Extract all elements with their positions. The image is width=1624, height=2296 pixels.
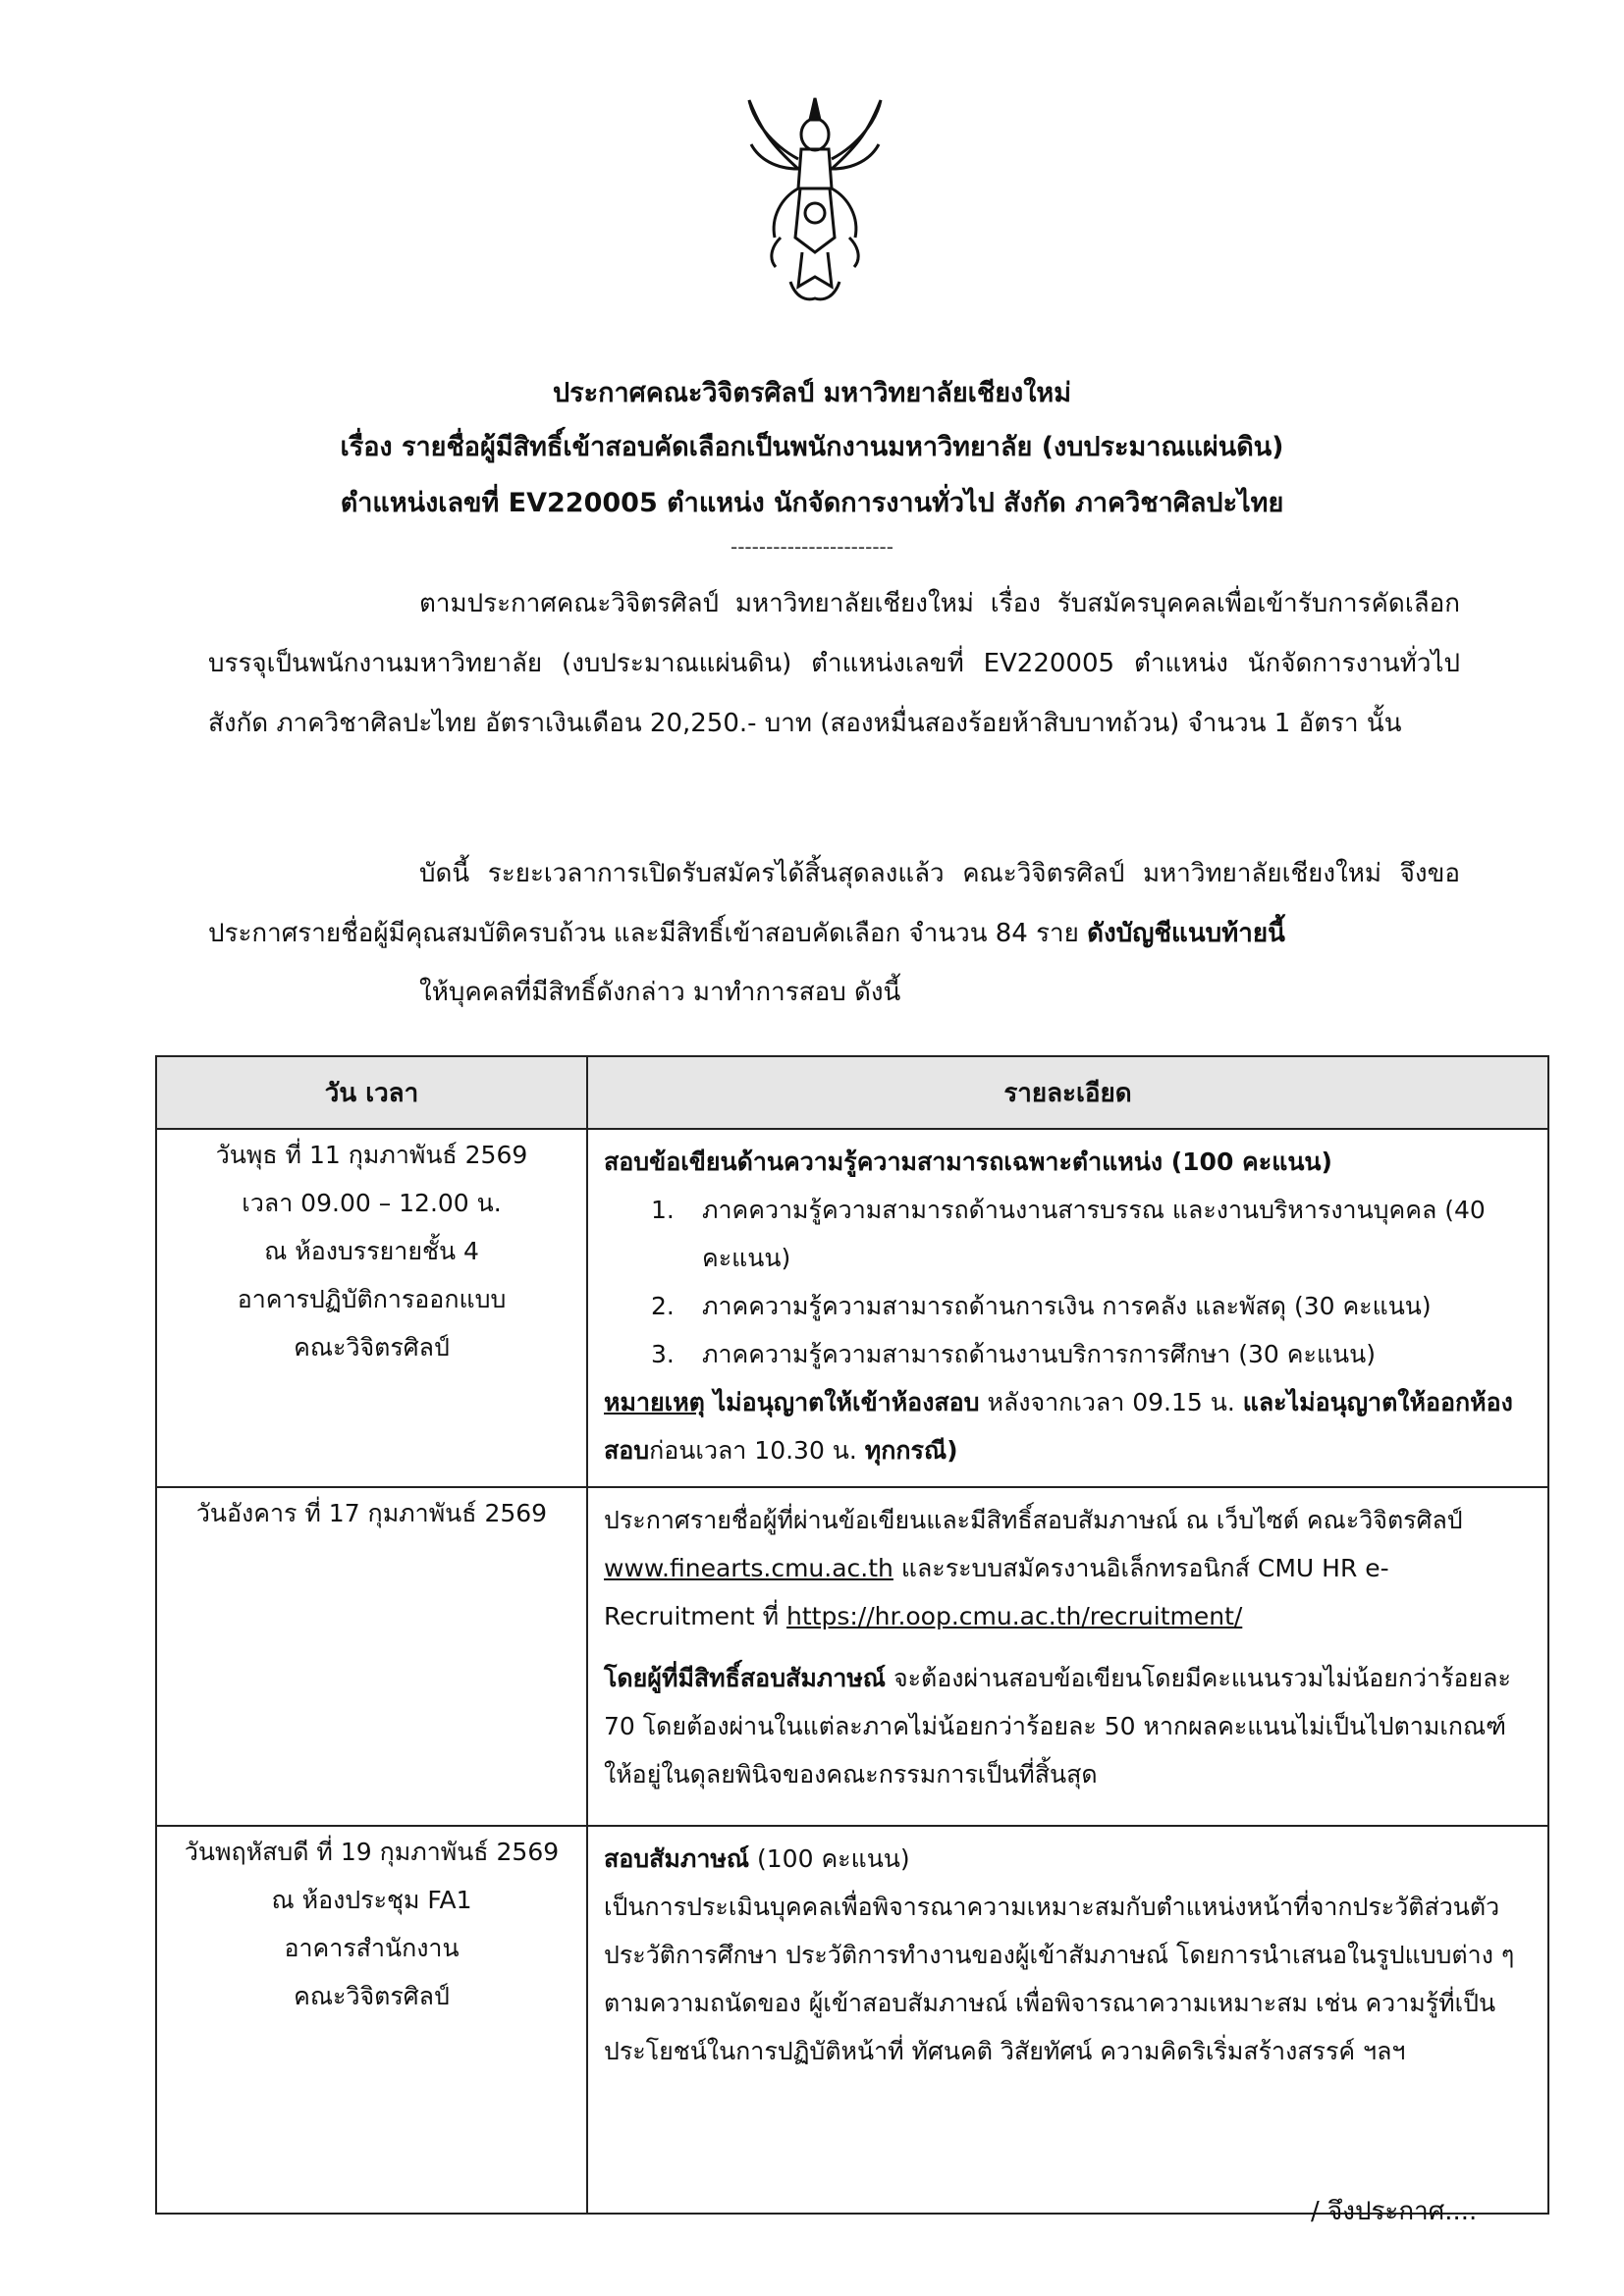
item-text: ภาคความรู้ความสามารถด้านงานสารบรรณ และงานบริหารงานบุคคล (40 คะแนน): [702, 1196, 1486, 1272]
note-label: หมายเหตุ: [604, 1388, 705, 1416]
list-item: [604, 1330, 1532, 1378]
recruitment-website-link[interactable]: https://hr.oop.cmu.ac.th/recruitment/: [786, 1602, 1243, 1630]
intro-paragraph: [208, 574, 1460, 754]
announcement-position: ตำแหน่งเลขที่ EV220005 ตำแหน่ง นักจัดการงานทั่วไป สังกัด ภาควิชาศิลปะไทย: [340, 488, 1284, 518]
interview-eligibility: [604, 1654, 1532, 1798]
row3-details: [587, 1826, 1548, 2214]
header-details: รายละเอียด: [587, 1056, 1548, 1129]
results-announcement: [604, 1496, 1532, 1640]
table-row: [156, 1487, 1548, 1826]
item-number: 3.: [651, 1340, 675, 1368]
eligibility-bold: โดยผู้ที่มีสิทธิ์สอบสัมภาษณ์: [604, 1664, 886, 1692]
title-separator: -----------------------: [731, 535, 893, 559]
row3-datetime: [156, 1826, 587, 2214]
item-number: 1.: [651, 1196, 675, 1224]
garuda-emblem-icon: [741, 90, 889, 311]
exam-note: [604, 1378, 1532, 1474]
list-item: [604, 1186, 1532, 1282]
item-text: ภาคความรู้ความสามารถด้านงานบริการการศึกษา (30 คะแนน): [702, 1340, 1376, 1368]
row1-date: วันพุธ ที่ 11 กุมภาพันธ์ 2569: [215, 1141, 528, 1169]
intro-text: ตามประกาศคณะวิจิตรศิลป์ มหาวิทยาลัยเชียงใหม่ เรื่อง รับสมัครบุคคลเพื่อเข้ารับการคัดเลือกบรรจุเป็นพนักงานมหาวิทยาลัย (งบประมาณแผ่นดิน) ตำแหน่งเลขที่ EV220005 ตำแหน่ง นักจัดการงานทั่วไป สังกัด ภาควิชาศิลปะไทย อัตราเงินเดือน 20,250.- บาท (สองหมื่นสองร้อยห้าสิบบาทถ้วน) จำนวน 1 อัตรา นั้น: [208, 589, 1460, 738]
interview-score: (100 คะแนน): [749, 1844, 910, 1873]
row3-room: ณ ห้องประชุม FA1: [271, 1886, 472, 1914]
note-text-1: หลังจากเวลา 09.15 น.: [979, 1388, 1243, 1416]
interview-title: สอบสัมภาษณ์: [604, 1844, 750, 1873]
row1-datetime: [156, 1129, 587, 1487]
row1-building: อาคารปฏิบัติการออกแบบ: [237, 1285, 507, 1313]
announcement-attachment-note: ดังบัญชีแนบท้ายนี้: [1087, 919, 1285, 948]
table-header-row: [156, 1056, 1548, 1129]
results-text-1: ประกาศรายชื่อผู้ที่ผ่านข้อเขียนและมีสิทธิ์สอบสัมภาษณ์ ณ เว็บไซต์ คณะวิจิตรศิลป์: [604, 1506, 1463, 1534]
row1-time: เวลา 09.00 – 12.00 น.: [242, 1189, 502, 1217]
written-exam-parts: [604, 1186, 1532, 1378]
row1-details: [587, 1129, 1548, 1487]
note-text-2: ก่อนเวลา 10.30 น.: [649, 1436, 865, 1465]
interview-heading: [604, 1835, 1532, 1883]
item-number: 2.: [651, 1292, 675, 1320]
row3-faculty: คณะวิจิตรศิลป์: [294, 1982, 450, 2010]
note-bold-2: และไม่อนุญาตให้ออกห้องสอบ: [604, 1388, 1513, 1465]
announcement-paragraph: [208, 844, 1460, 964]
exam-schedule-table: [155, 1055, 1549, 2215]
note-bold-1: ไม่อนุญาตให้เข้าห้องสอบ: [704, 1388, 980, 1416]
row1-room: ณ ห้องบรรยายชั้น 4: [264, 1237, 479, 1265]
interview-description: เป็นการประเมินบุคคลเพื่อพิจารณาความเหมาะสมกับตำแหน่งหน้าที่จากประวัติส่วนตัว ประวัติการศึกษา ประวัติการทำงานของผู้เข้าสัมภาษณ์ โดยการนำเสนอในรูปแบบต่าง ๆ ตามความถนัดของ ผู้เข้าสอบสัมภาษณ์ เพื่อพิจารณาความเหมาะสม เช่น ความรู้ที่เป็นประโยชน์ในการปฏิบัติหน้าที่ ทัศนคติ วิสัยทัศน์ ความคิดริเริ่มสร้างสรรค์ ฯลฯ: [604, 1893, 1515, 2065]
table-row: [156, 1129, 1548, 1487]
row2-date: วันอังคาร ที่ 17 กุมภาพันธ์ 2569: [195, 1499, 548, 1527]
list-item: [604, 1282, 1532, 1330]
written-exam-title: สอบข้อเขียนด้านความรู้ความสามารถเฉพาะตำแหน่ง (100 คะแนน): [604, 1148, 1332, 1176]
spacer: [604, 1640, 1532, 1654]
row3-date: วันพฤหัสบดี ที่ 19 กุมภาพันธ์ 2569: [184, 1838, 560, 1866]
exam-instruction: ให้บุคคลที่มีสิทธิ์ดังกล่าว มาทำการสอบ ดังนี้: [419, 978, 901, 1007]
item-text: ภาคความรู้ความสามารถด้านการเงิน การคลัง และพัสดุ (30 คะแนน): [702, 1292, 1432, 1320]
announcement-title: ประกาศคณะวิจิตรศิลป์ มหาวิทยาลัยเชียงใหม่: [552, 378, 1072, 408]
results-text-2: และระบบสมัครงานอิเล็กทรอนิกส์ CMU HR e- Recruitment ที่: [604, 1554, 1389, 1630]
page-continuation: / จึงประกาศ....: [1311, 2197, 1478, 2226]
header-datetime: วัน เวลา: [156, 1056, 587, 1129]
eligibility-text: จะต้องผ่านสอบข้อเขียนโดยมีคะแนนรวมไม่น้อยกว่าร้อยละ 70 โดยต้องผ่านในแต่ละภาคไม่น้อยกว่าร้อยละ 50 หากผลคะแนนไม่เป็นไปตามเกณฑ์ให้อยู่ในดุลยพินิจของคณะกรรมการเป็นที่สิ้นสุด: [604, 1664, 1511, 1789]
row2-details: [587, 1487, 1548, 1826]
row3-building: อาคารสำนักงาน: [284, 1934, 460, 1962]
table-row: [156, 1826, 1548, 2214]
row1-faculty: คณะวิจิตรศิลป์: [294, 1333, 450, 1362]
finearts-website-link[interactable]: www.finearts.cmu.ac.th: [604, 1554, 893, 1582]
announcement-text: บัดนี้ ระยะเวลาการเปิดรับสมัครได้สิ้นสุดลงแล้ว คณะวิจิตรศิลป์ มหาวิทยาลัยเชียงใหม่ จึงขอประกาศรายชื่อผู้มีคุณสมบัติครบถ้วน และมีสิทธิ์เข้าสอบคัดเลือก จำนวน 84 ราย: [208, 859, 1460, 948]
note-bold-3: ทุกกรณี): [864, 1436, 958, 1465]
announcement-subject: เรื่อง รายชื่อผู้มีสิทธิ์เข้าสอบคัดเลือกเป็นพนักงานมหาวิทยาลัย (งบประมาณแผ่นดิน): [340, 432, 1284, 462]
row2-datetime: [156, 1487, 587, 1826]
